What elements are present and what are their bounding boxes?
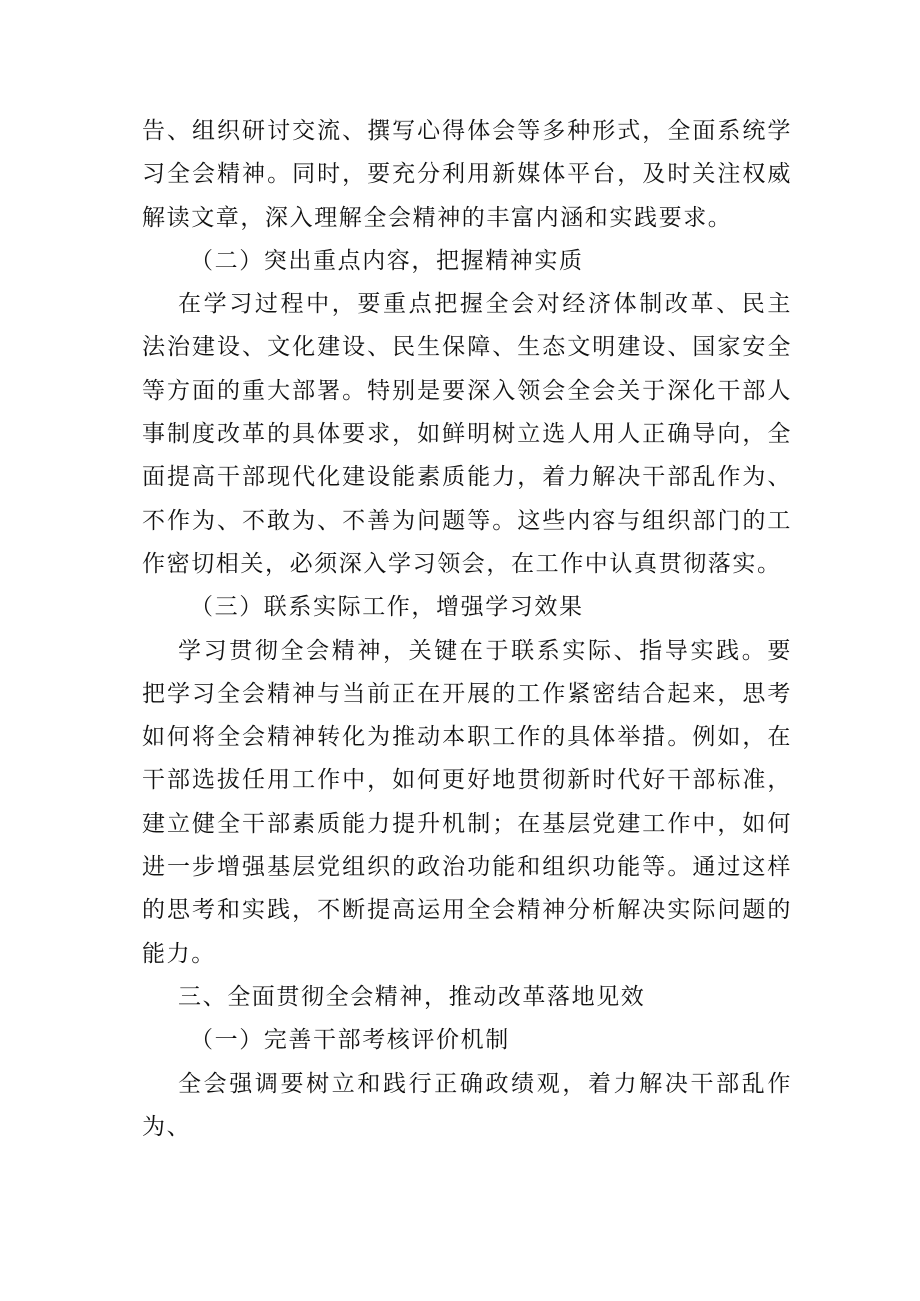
section-heading-three: 三、全面贯彻全会精神，推动改革落地见效 (178, 983, 646, 1010)
subheading-three: （三）联系实际工作，增强学习效果 (190, 594, 584, 621)
paragraph-continuation: 告、组织研讨交流、撰写心得体会等多种形式，全面系统学习全会精神。同时，要充分利用新媒体平台，及时关注权威解读文章，深入理解全会精神的丰富内涵和实践要求。 (142, 118, 792, 231)
paragraph-practical-work: 学习贯彻全会精神，关键在于联系实际、指导实践。要把学习全会精神与当前正在开展的工作紧密结合起来，思考如何将全会精神转化为推动本职工作的具体举措。例如，在干部选拔任用工作中，如何更好地贯彻新时代好干部标准，建立健全干部素质能力提升机制；在基层党建工作中，如何进一步增强基层党组织的政治功能和组织功能等。通过这样的思考和实践，不断提高运用全会精神分析解决实际问题的能力。 (142, 637, 792, 967)
paragraph-focus-content: 在学习过程中，要重点把握全会对经济体制改革、民主法治建设、文化建设、民生保障、生态文明建设、国家安全等方面的重大部署。特别是要深入领会全会关于深化干部人事制度改革的具体要求，如鲜明树立选人用人正确导向，全面提高干部现代化建设能素质能力，着力解决干部乱作为、不作为、不敢为、不善为问题等。这些内容与组织部门的工作密切相关，必须深入学习领会，在工作中认真贯彻落实。 (142, 291, 792, 577)
subheading-one: （一）完善干部考核评价机制 (190, 1027, 510, 1054)
subheading-two: （二）突出重点内容，把握精神实质 (190, 247, 584, 274)
document-body (142, 110, 792, 1149)
paragraph-evaluation: 全会强调要树立和践行正确政绩观，着力解决干部乱作为、 (142, 1070, 792, 1140)
